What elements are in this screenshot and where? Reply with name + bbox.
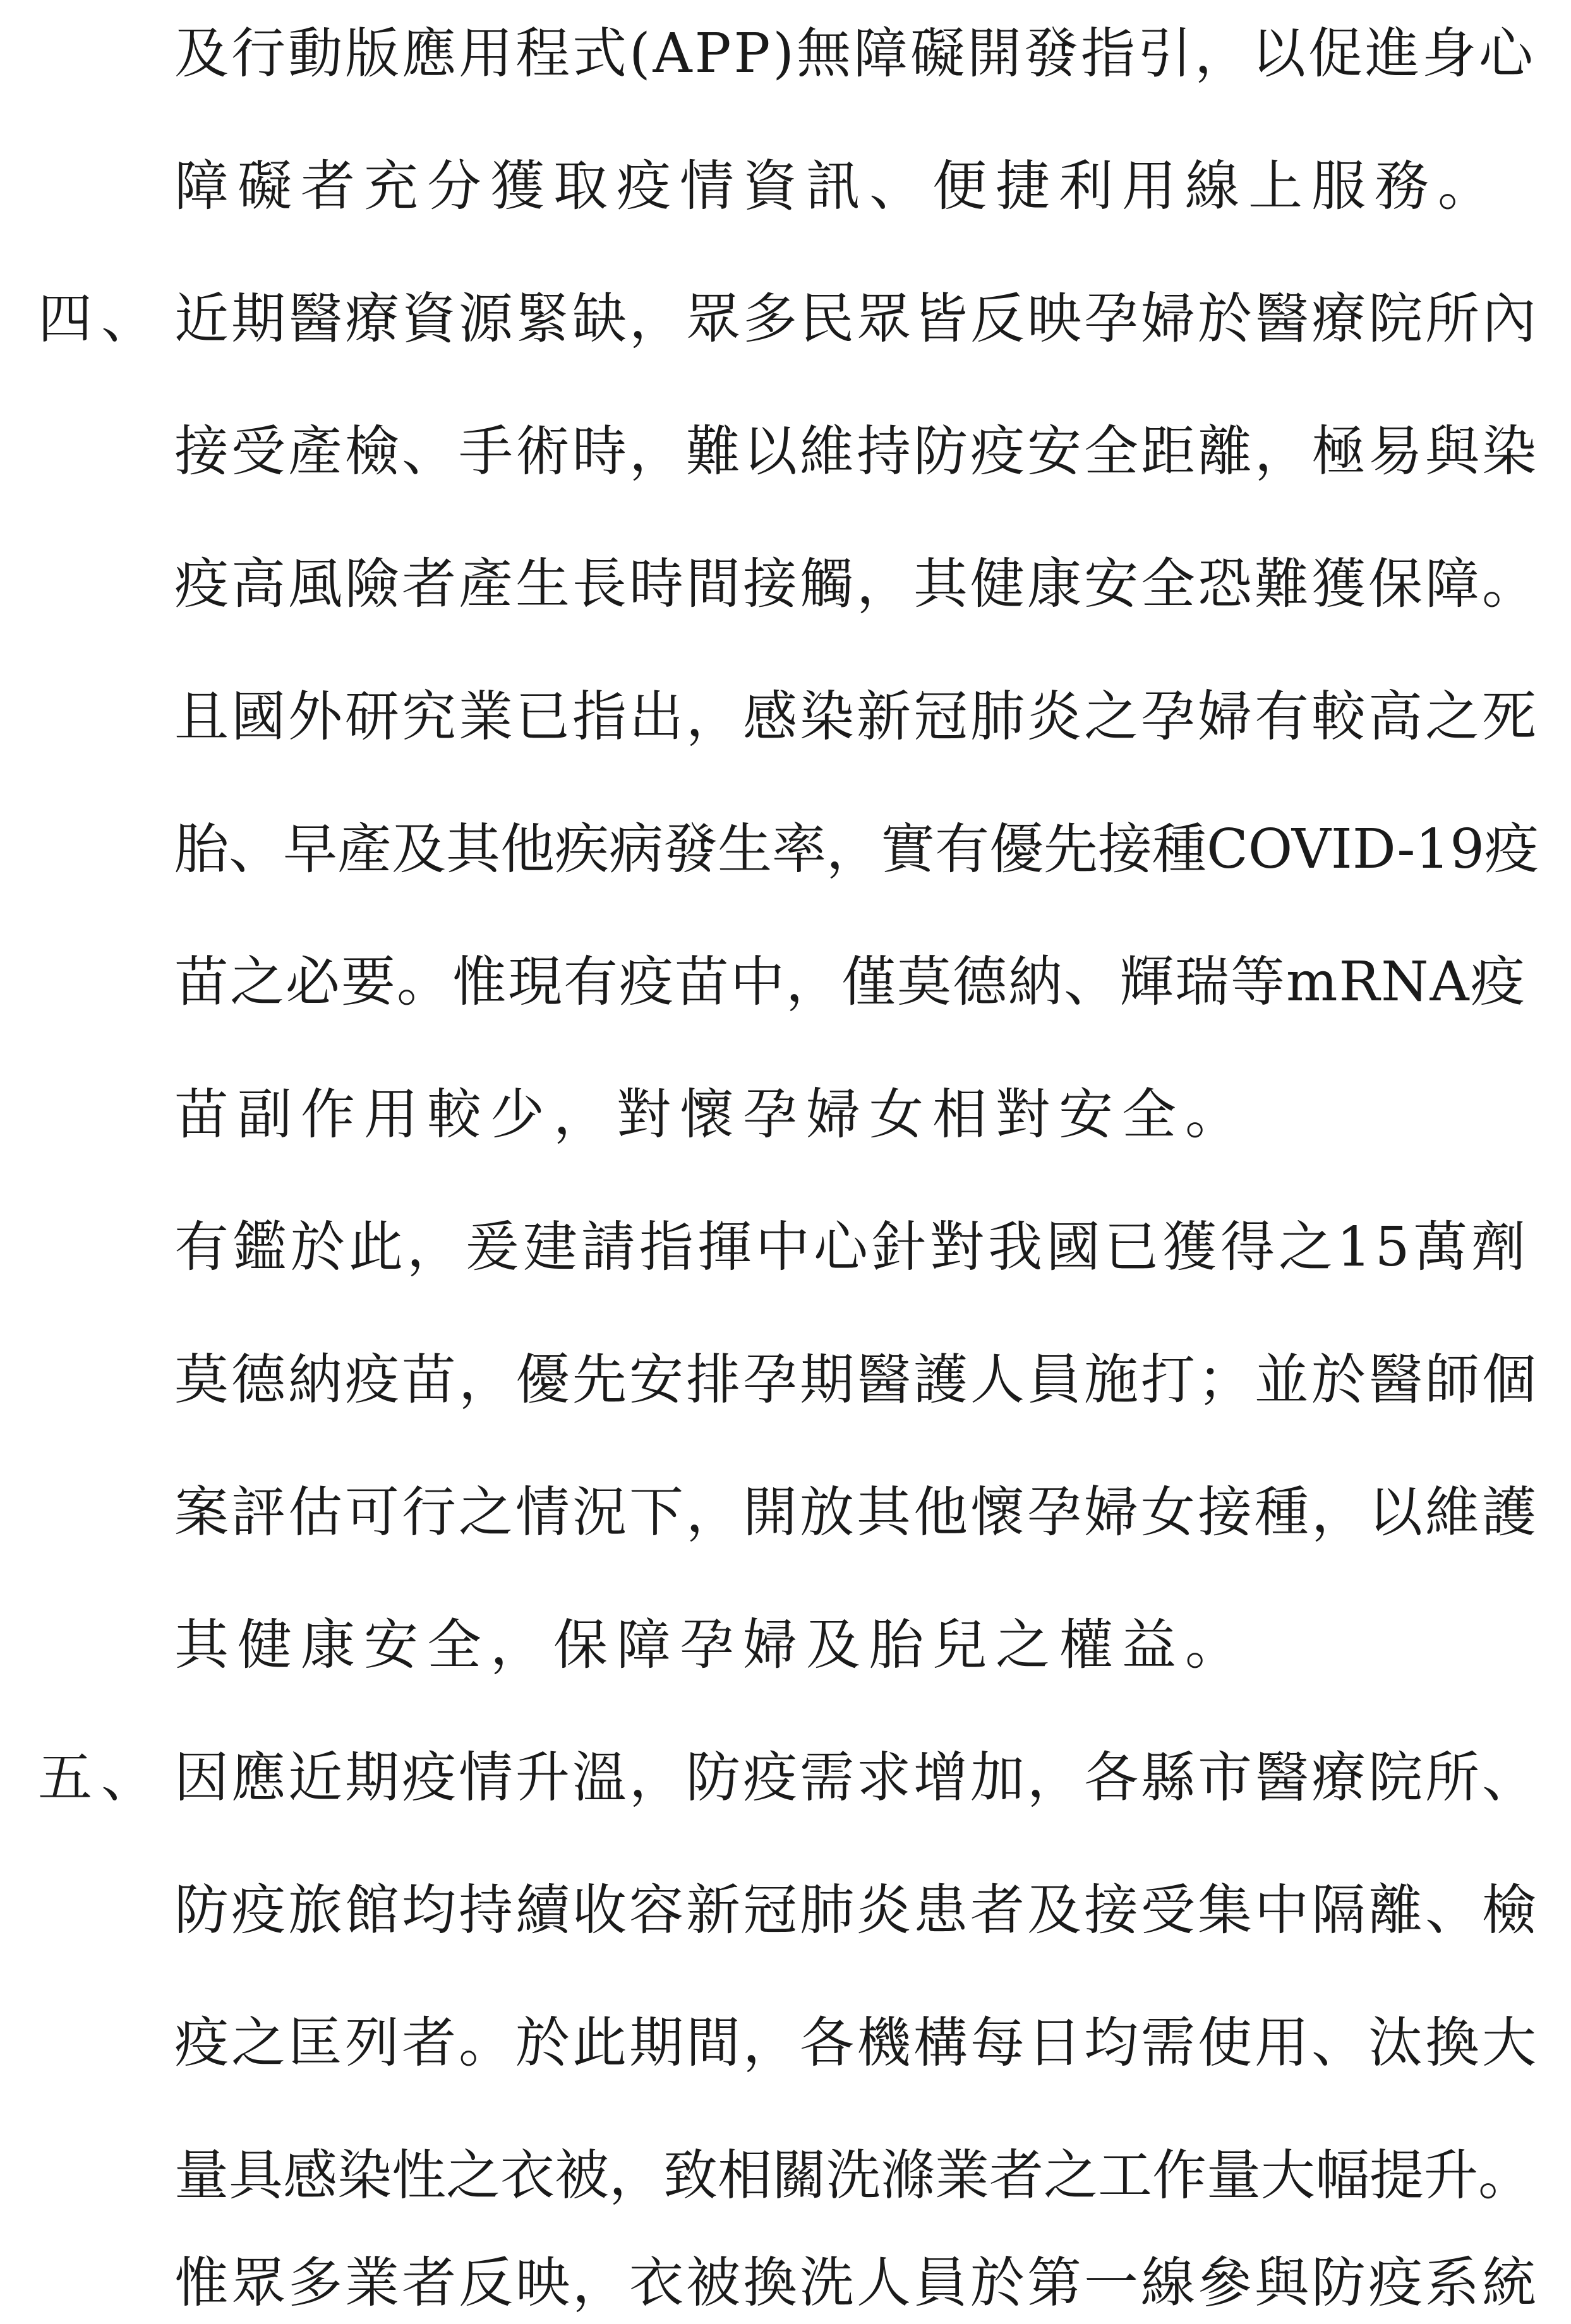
text-line: 苗之必要。惟現有疫苗中，僅莫德納、輝瑞等mRNA疫 (174, 950, 1526, 1014)
text-line: 案評估可行之情況下，開放其他懷孕婦女接種，以維護 (174, 1481, 1539, 1544)
text-line: 苗副作用較少，對懷孕婦女相對安全。 (174, 1083, 1248, 1146)
text-line: 防疫旅館均持續收容新冠肺炎患者及接受集中隔離、檢 (174, 1879, 1539, 1942)
section-marker-4: 四、 (38, 287, 164, 350)
text-line: 其健康安全，保障孕婦及胎兒之權益。 (174, 1614, 1248, 1677)
text-line: 因應近期疫情升溫，防疫需求增加，各縣市醫療院所、 (174, 1746, 1539, 1809)
text-line: 近期醫療資源緊缺，眾多民眾皆反映孕婦於醫療院所內 (174, 287, 1539, 350)
section-marker-5: 五、 (38, 1746, 164, 1809)
text-line: 疫高風險者產生長時間接觸，其健康安全恐難獲保障。 (174, 553, 1539, 616)
text-line: 且國外研究業已指出，感染新冠肺炎之孕婦有較高之死 (174, 685, 1539, 748)
text-line: 有鑑於此，爰建請指揮中心針對我國已獲得之15萬劑 (174, 1216, 1530, 1279)
text-line: 量具感染性之衣被，致相關洗滌業者之工作量大幅提升。 (174, 2144, 1532, 2207)
text-line: 惟眾多業者反映，衣被換洗人員於第一線參與防疫系統 (174, 2251, 1539, 2315)
text-line: 及行動版應用程式(APP)無障礙開發指引，以促進身心 (174, 22, 1536, 85)
text-line: 接受產檢、手術時，難以維持防疫安全距離，極易與染 (174, 420, 1539, 483)
text-line: 胎、早產及其他疾病發生率，實有優先接種COVID-19疫 (174, 818, 1539, 881)
text-line: 疫之匡列者。於此期間，各機構每日均需使用、汰換大 (174, 2011, 1539, 2075)
text-line: 莫德納疫苗，優先安排孕期醫護人員施打；並於醫師個 (174, 1348, 1539, 1411)
text-line: 障礙者充分獲取疫情資訊、便捷利用線上服務。 (174, 155, 1501, 218)
